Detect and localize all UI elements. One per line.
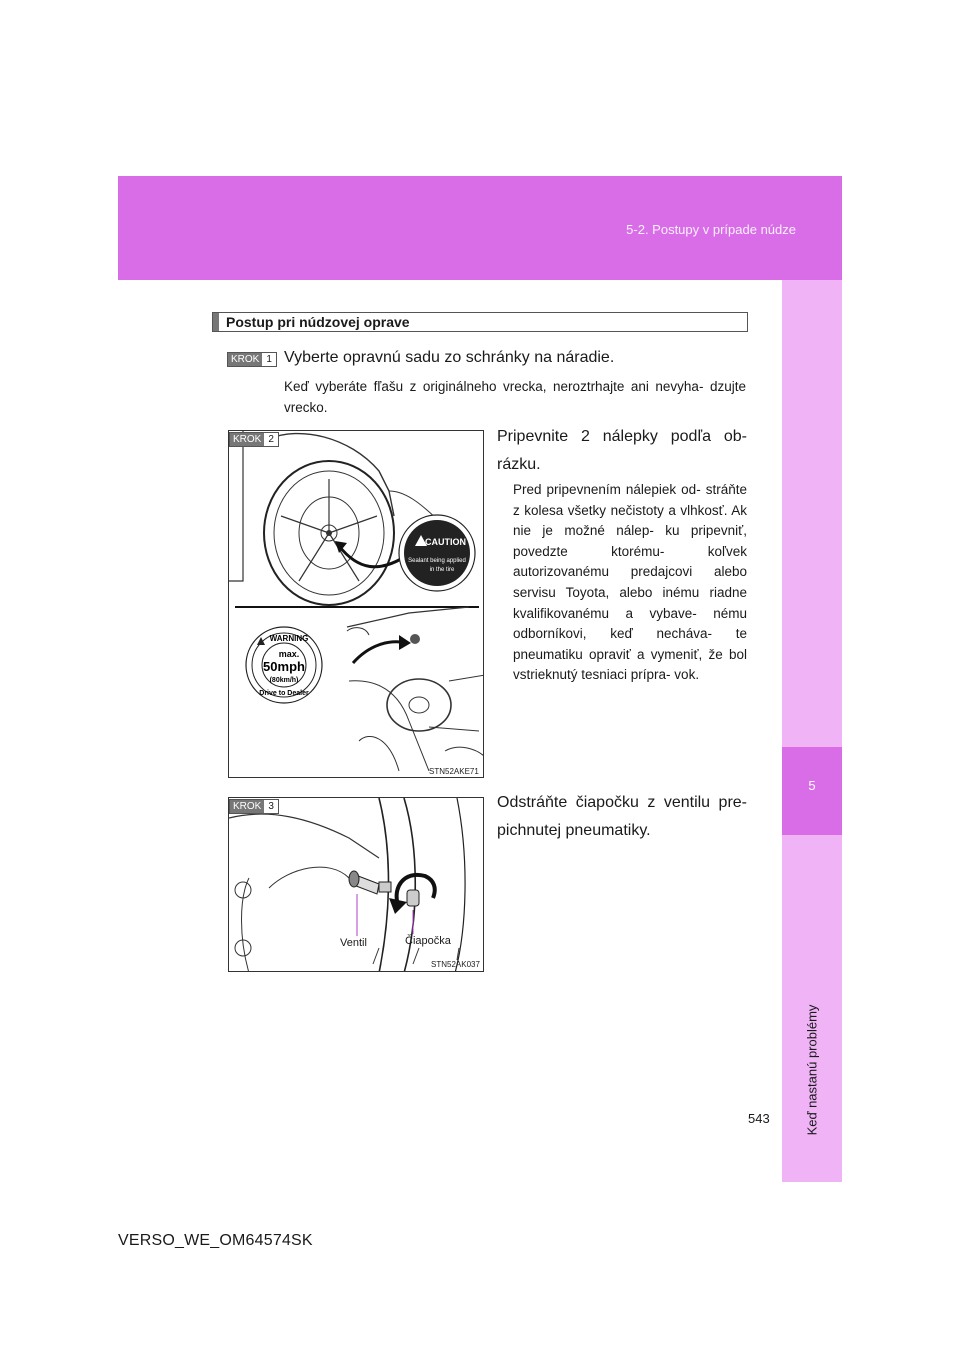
chapter-header-band: [118, 176, 842, 280]
page-number: 543: [748, 1111, 770, 1126]
step-3-text: Odstráňte čiapočku z ventilu pre- pichnutej pneumatiky.: [497, 794, 747, 839]
chapter-side-tab: [782, 280, 842, 1182]
caution-title: CAUTION: [425, 537, 466, 547]
warning-bottom-text: Drive to Dealer: [259, 690, 309, 697]
step-3-badge: [229, 799, 279, 814]
caution-text-line-1: Sealant being applied: [408, 558, 466, 564]
section-title-bar: [213, 313, 219, 331]
section-title-text: Postup pri núdzovej oprave: [226, 314, 410, 330]
step-1-text: Vyberte opravnú sadu zo schránky na náradie.: [284, 349, 615, 366]
warning-speed-text: 50mph: [263, 659, 305, 674]
document-id: VERSO_WE_OM64574SK: [118, 1232, 313, 1249]
step-badge-number: 2: [268, 434, 274, 445]
step-badge-number: 1: [266, 354, 272, 365]
caution-text-line-2: in the tire: [429, 567, 455, 573]
step-2-text: Pripevnite 2 nálepky podľa ob- rázku.: [497, 428, 747, 473]
step-2-note: Pred pripevnením nálepiek od- stráňte z kolesa všetky nečistoty a vlhkosť. Ak nie je možné nálep- ku pripevniť, povedzte ktorému- koľvek autorizovanému predajcovi alebo servisu Toyota, alebo inému riadne kvalifikovanému a vybave- nému odborníkovi, keď necháva- te pneumatiku opraviť a vymeniť, že bol vstrieknutý tesniaci prípra- vok.: [513, 482, 747, 683]
step-badge-number: 3: [268, 801, 274, 812]
step-2-badge: [229, 432, 279, 447]
step-1-badge: [227, 352, 277, 367]
step-3-figure: [228, 797, 484, 972]
step-1-note: Keď vyberáte fľašu z originálneho vrecka, neroztrhajte ani nevyha- dzujte vrecko.: [284, 379, 746, 415]
figure-2-code: STN52AKE71: [429, 767, 479, 776]
step-badge-word: KROK: [230, 800, 264, 813]
warning-max-text: max.: [278, 649, 300, 659]
figure-3-code: STN52AK037: [431, 960, 480, 969]
warning-kmh-text: (80km/h): [269, 677, 299, 684]
step-badge-word: KROK: [228, 353, 262, 366]
chapter-header-title: 5-2. Postupy v prípade núdze: [626, 222, 796, 237]
label-cap: Čiapočka: [405, 935, 451, 947]
step-2-figure: [228, 430, 484, 778]
step-badge-word: KROK: [230, 433, 264, 446]
warning-top-text: WARNING: [269, 634, 309, 643]
chapter-tab-label: Keď nastanú problémy: [804, 1004, 820, 1136]
label-valve: Ventil: [340, 937, 367, 949]
chapter-tab-number: 5: [808, 778, 816, 793]
sticker-placement-illustration: [229, 431, 484, 778]
section-title: [212, 312, 748, 332]
